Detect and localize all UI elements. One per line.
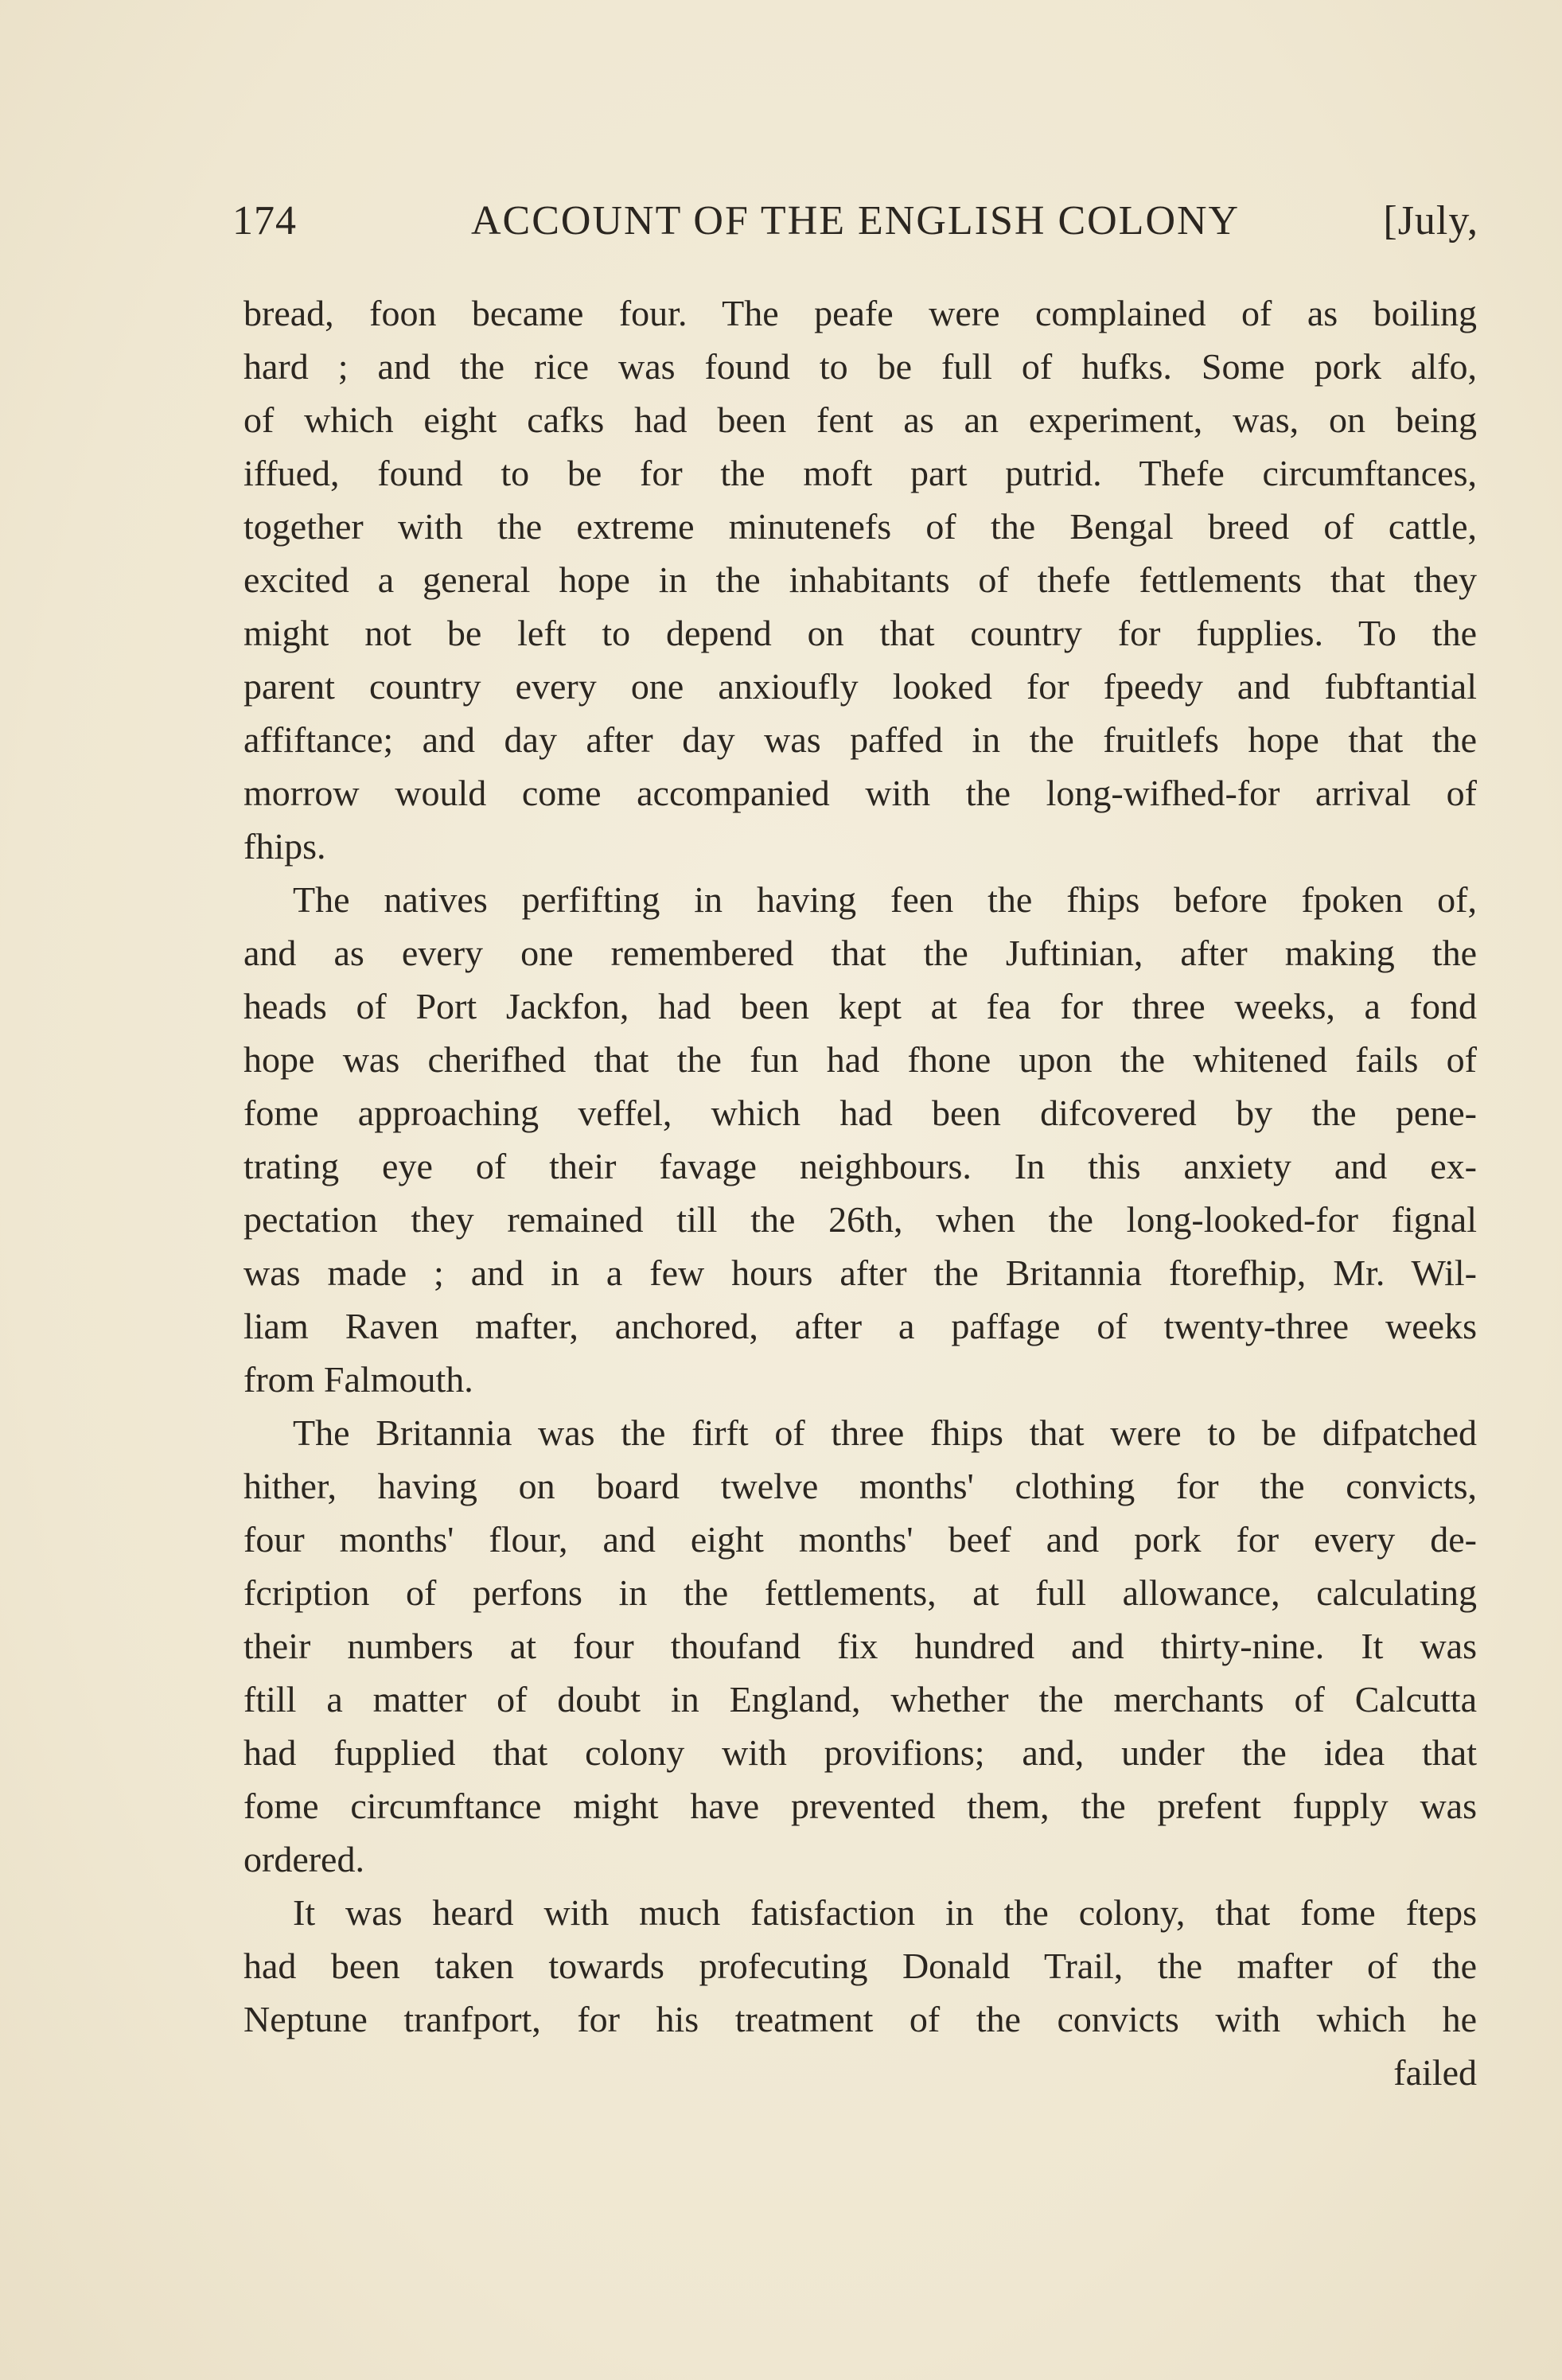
- page-number: 174: [232, 198, 297, 243]
- body-text: [243, 286, 1477, 2099]
- text-line: ordered.: [243, 1839, 364, 1879]
- text-line: pectation they remained till the 26th, when the long-looked-for fignal: [243, 1199, 1477, 1240]
- text-line: from Falmouth.: [243, 1359, 473, 1400]
- text-line: had fupplied that colony with provifions; and, under the idea that: [243, 1732, 1477, 1773]
- text-line: hard ; and the rice was found to be full of hufks. Some pork alfo,: [243, 346, 1477, 387]
- paragraph-first-line: The natives perfifting in having feen the fhips before fpoken of,: [293, 879, 1477, 920]
- text-line: and as every one remembered that the Juftinian, after making the: [243, 933, 1477, 973]
- text-line: morrow would come accompanied with the long-wifhed-for arrival of: [243, 773, 1477, 813]
- text-line: bread, foon became four. The peafe were complained of as boiling: [243, 293, 1477, 333]
- text-line: had been taken towards profecuting Donald Trail, the mafter of the: [243, 1946, 1477, 1986]
- text-line: of which eight cafks had been fent as an experiment, was, on being: [243, 399, 1477, 440]
- text-line: Neptune tranfport, for his treatment of the convicts with which he: [243, 1999, 1477, 2039]
- text-line: heads of Port Jackfon, had been kept at fea for three weeks, a fond: [243, 986, 1477, 1026]
- text-line: ftill a matter of doubt in England, whether the merchants of Calcutta: [243, 1679, 1477, 1720]
- text-line: trating eye of their favage neighbours. In this anxiety and ex-: [243, 1146, 1477, 1186]
- text-line: parent country every one anxioufly looked for fpeedy and fubftantial: [243, 666, 1477, 707]
- running-title: ACCOUNT OF THE ENGLISH COLONY: [471, 198, 1241, 243]
- text-line: was made ; and in a few hours after the Britannia ftorefhip, Mr. Wil-: [243, 1252, 1477, 1293]
- text-line: affiftance; and day after day was paffed in the fruitlefs hope that the: [243, 719, 1477, 760]
- text-line: fome approaching veffel, which had been difcovered by the pene-: [243, 1093, 1477, 1133]
- text-line: liam Raven mafter, anchored, after a paffage of twenty-three weeks: [243, 1306, 1477, 1346]
- text-line: excited a general hope in the inhabitants of thefe fettlements that they: [243, 559, 1477, 600]
- text-line: hither, having on board twelve months' clothing for the convicts,: [243, 1466, 1477, 1506]
- paragraph-first-line: It was heard with much fatisfaction in the colony, that fome fteps: [293, 1892, 1477, 1933]
- text-line: fhips.: [243, 826, 326, 867]
- text-line: together with the extreme minutenefs of the Bengal breed of cattle,: [243, 506, 1477, 547]
- text-line: hope was cherifhed that the fun had fhone upon the whitened fails of: [243, 1039, 1477, 1080]
- text-line: fome circumftance might have prevented them, the prefent fupply was: [243, 1786, 1477, 1826]
- catchword: failed: [1393, 2052, 1477, 2093]
- text-line: iffued, found to be for the moft part putrid. Thefe circumftances,: [243, 453, 1477, 493]
- running-date: [July,: [1383, 198, 1478, 243]
- text-line: four months' flour, and eight months' beef and pork for every de-: [243, 1519, 1477, 1560]
- text-line: might not be left to depend on that country for fupplies. To the: [243, 613, 1477, 653]
- text-line: their numbers at four thoufand fix hundred and thirty-nine. It was: [243, 1626, 1477, 1666]
- paragraph-first-line: The Britannia was the firft of three fhips that were to be difpatched: [293, 1412, 1477, 1453]
- text-line: fcription of perfons in the fettlements, at full allowance, calculating: [243, 1572, 1477, 1613]
- running-head: [232, 197, 1478, 253]
